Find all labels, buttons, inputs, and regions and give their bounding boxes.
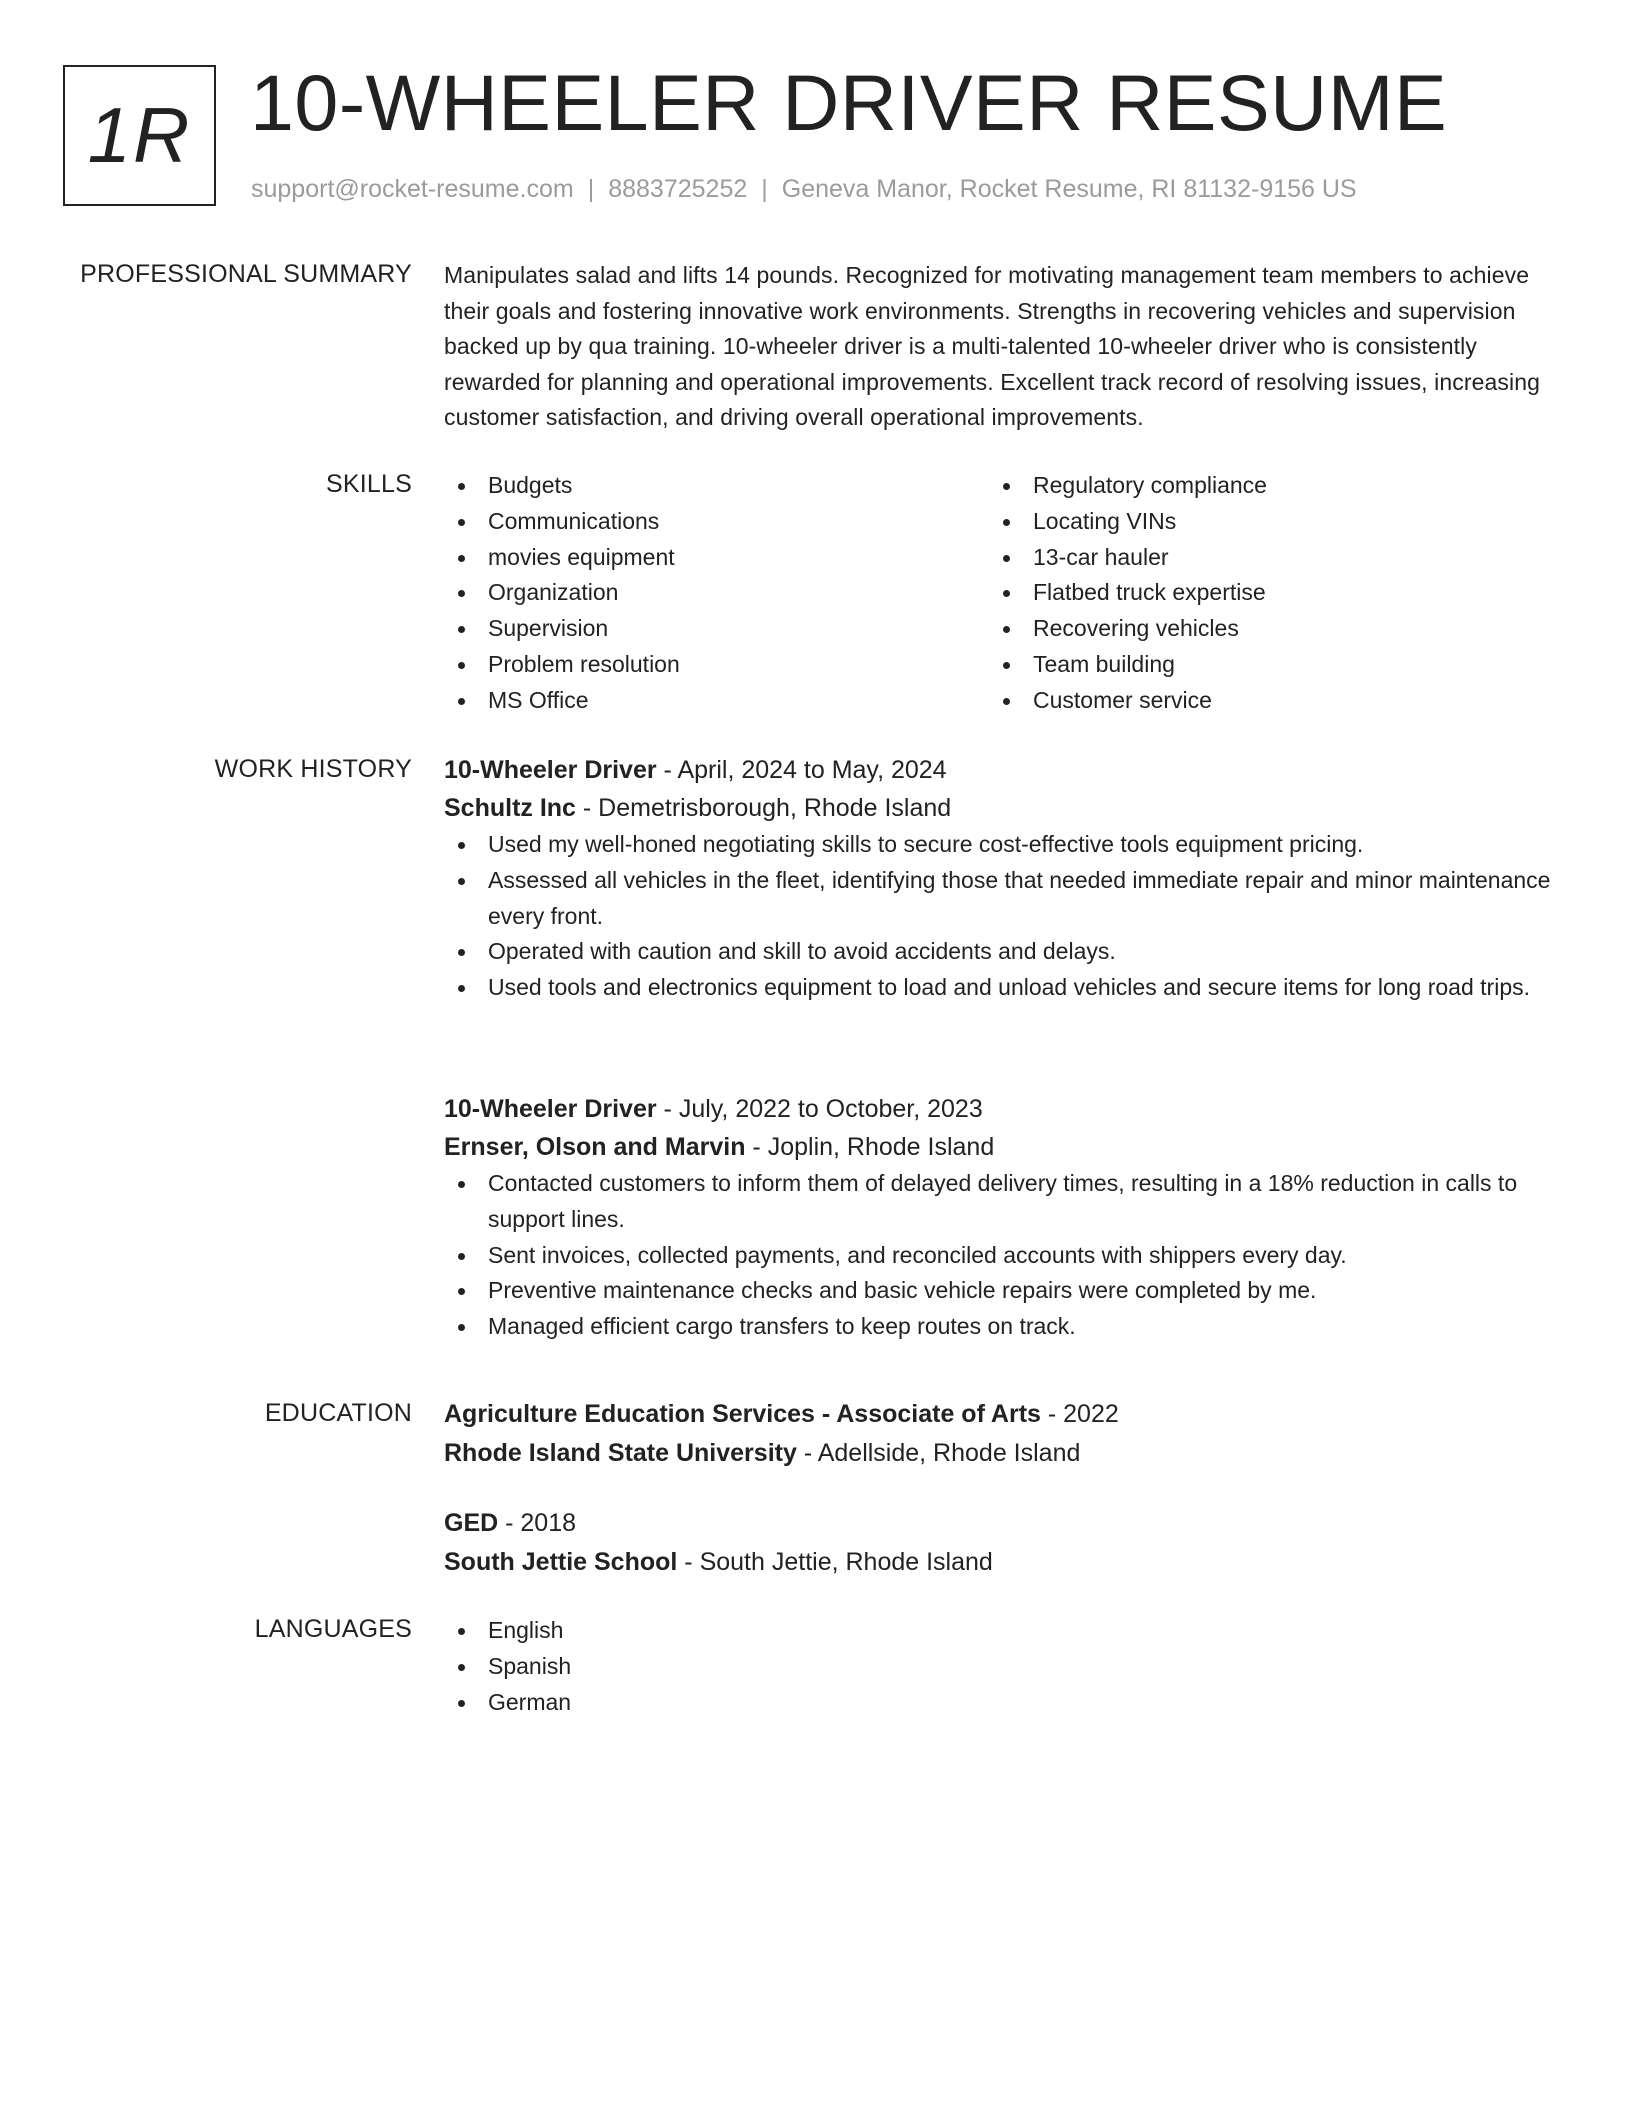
contact-line bbox=[251, 173, 1357, 205]
skill-item: Customer service bbox=[1033, 683, 1534, 719]
monogram-logo: 1R bbox=[63, 65, 216, 206]
skills-heading: SKILLS bbox=[326, 470, 412, 498]
skill-item: Supervision bbox=[488, 611, 989, 647]
skill-item: Team building bbox=[1033, 647, 1534, 683]
skill-item: Communications bbox=[488, 504, 989, 540]
skill-item: Organization bbox=[488, 575, 989, 611]
contact-phone: 8883725252 bbox=[608, 175, 748, 203]
education-school: South Jettie School bbox=[444, 1548, 678, 1576]
job-company-line bbox=[444, 789, 1554, 827]
contact-email: support@rocket-resume.com bbox=[251, 175, 574, 203]
summary-heading: PROFESSIONAL SUMMARY bbox=[80, 260, 412, 288]
summary-text: Manipulates salad and lifts 14 pounds. Recognized for motivating management team members to achieve their goals and fostering innovative work environments. Strengths in recovering vehicles and supervision backed up by qua training. 10-wheeler driver is a multi-talented 10-wheeler driver who is consistently rewarded for planning and operational improvements. Excellent track record of resolving issues, increasing customer satisfaction, and driving overall operational improvements. bbox=[444, 262, 1540, 430]
skills-list-right bbox=[989, 468, 1534, 719]
job-bullet: Used tools and electronics equipment to load and unload vehicles and secure items for long road trips. bbox=[488, 970, 1554, 1006]
job-company-line bbox=[444, 1128, 1554, 1166]
education-entry bbox=[444, 1504, 1554, 1582]
resume-title: 10-WHEELER DRIVER RESUME bbox=[250, 58, 1448, 147]
education-year: - 2022 bbox=[1040, 1400, 1119, 1428]
language-item: English bbox=[488, 1613, 1554, 1649]
job-title: 10-Wheeler Driver bbox=[444, 1095, 657, 1123]
skill-item: MS Office bbox=[488, 683, 989, 719]
skill-item: Regulatory compliance bbox=[1033, 468, 1534, 504]
skill-item: 13-car hauler bbox=[1033, 540, 1534, 576]
job-title-line bbox=[444, 1090, 1554, 1128]
education-location: - South Jettie, Rhode Island bbox=[677, 1548, 993, 1576]
language-item: Spanish bbox=[488, 1649, 1554, 1685]
education-location: - Adellside, Rhode Island bbox=[796, 1439, 1081, 1467]
job-bullet: Used my well-honed negotiating skills to secure cost-effective tools equipment pricing. bbox=[488, 827, 1554, 863]
education-school: Rhode Island State University bbox=[444, 1439, 797, 1467]
job-location: - Demetrisborough, Rhode Island bbox=[575, 794, 952, 822]
education-degree-line bbox=[444, 1395, 1554, 1434]
job-company: Schultz Inc bbox=[444, 794, 576, 822]
skill-item: Problem resolution bbox=[488, 647, 989, 683]
job-location: - Joplin, Rhode Island bbox=[745, 1133, 995, 1161]
skill-item: Recovering vehicles bbox=[1033, 611, 1534, 647]
education-school-line bbox=[444, 1434, 1554, 1473]
job-dates: - July, 2022 to October, 2023 bbox=[656, 1095, 983, 1123]
languages-list bbox=[444, 1613, 1554, 1720]
job-entry bbox=[444, 1090, 1554, 1345]
education-school-line bbox=[444, 1543, 1554, 1582]
contact-separator: | bbox=[587, 175, 595, 203]
skill-item: Flatbed truck expertise bbox=[1033, 575, 1534, 611]
job-bullet: Operated with caution and skill to avoid accidents and delays. bbox=[488, 934, 1554, 970]
education-heading: EDUCATION bbox=[264, 1399, 412, 1427]
job-dates: - April, 2024 to May, 2024 bbox=[656, 756, 947, 784]
skill-item: movies equipment bbox=[488, 540, 989, 576]
skill-item: Locating VINs bbox=[1033, 504, 1534, 540]
languages-heading: LANGUAGES bbox=[254, 1615, 412, 1643]
work-history-heading: WORK HISTORY bbox=[214, 755, 412, 783]
education-degree-line bbox=[444, 1504, 1554, 1543]
education-degree: Agriculture Education Services - Associate of Arts bbox=[444, 1400, 1041, 1428]
skills-list-left bbox=[444, 468, 989, 719]
job-bullets bbox=[444, 1166, 1554, 1345]
job-bullet: Contacted customers to inform them of delayed delivery times, resulting in a 18% reduction in calls to support lines. bbox=[488, 1166, 1554, 1238]
education-entry bbox=[444, 1395, 1554, 1473]
language-item: German bbox=[488, 1685, 1554, 1721]
contact-address: Geneva Manor, Rocket Resume, RI 81132-9156 US bbox=[781, 175, 1357, 203]
job-company: Ernser, Olson and Marvin bbox=[444, 1133, 746, 1161]
skill-item: Budgets bbox=[488, 468, 989, 504]
job-entry bbox=[444, 751, 1554, 1006]
job-title-line bbox=[444, 751, 1554, 789]
job-bullet: Assessed all vehicles in the fleet, identifying those that needed immediate repair and minor maintenance every front. bbox=[488, 863, 1554, 935]
education-year: - 2018 bbox=[498, 1509, 577, 1537]
job-bullet: Preventive maintenance checks and basic vehicle repairs were completed by me. bbox=[488, 1273, 1554, 1309]
job-bullets bbox=[444, 827, 1554, 1006]
contact-separator: | bbox=[761, 175, 768, 203]
education-degree: GED bbox=[444, 1509, 499, 1537]
job-bullet: Sent invoices, collected payments, and reconciled accounts with shippers every day. bbox=[488, 1238, 1554, 1274]
job-title: 10-Wheeler Driver bbox=[444, 756, 657, 784]
job-bullet: Managed efficient cargo transfers to keep routes on track. bbox=[488, 1309, 1554, 1345]
